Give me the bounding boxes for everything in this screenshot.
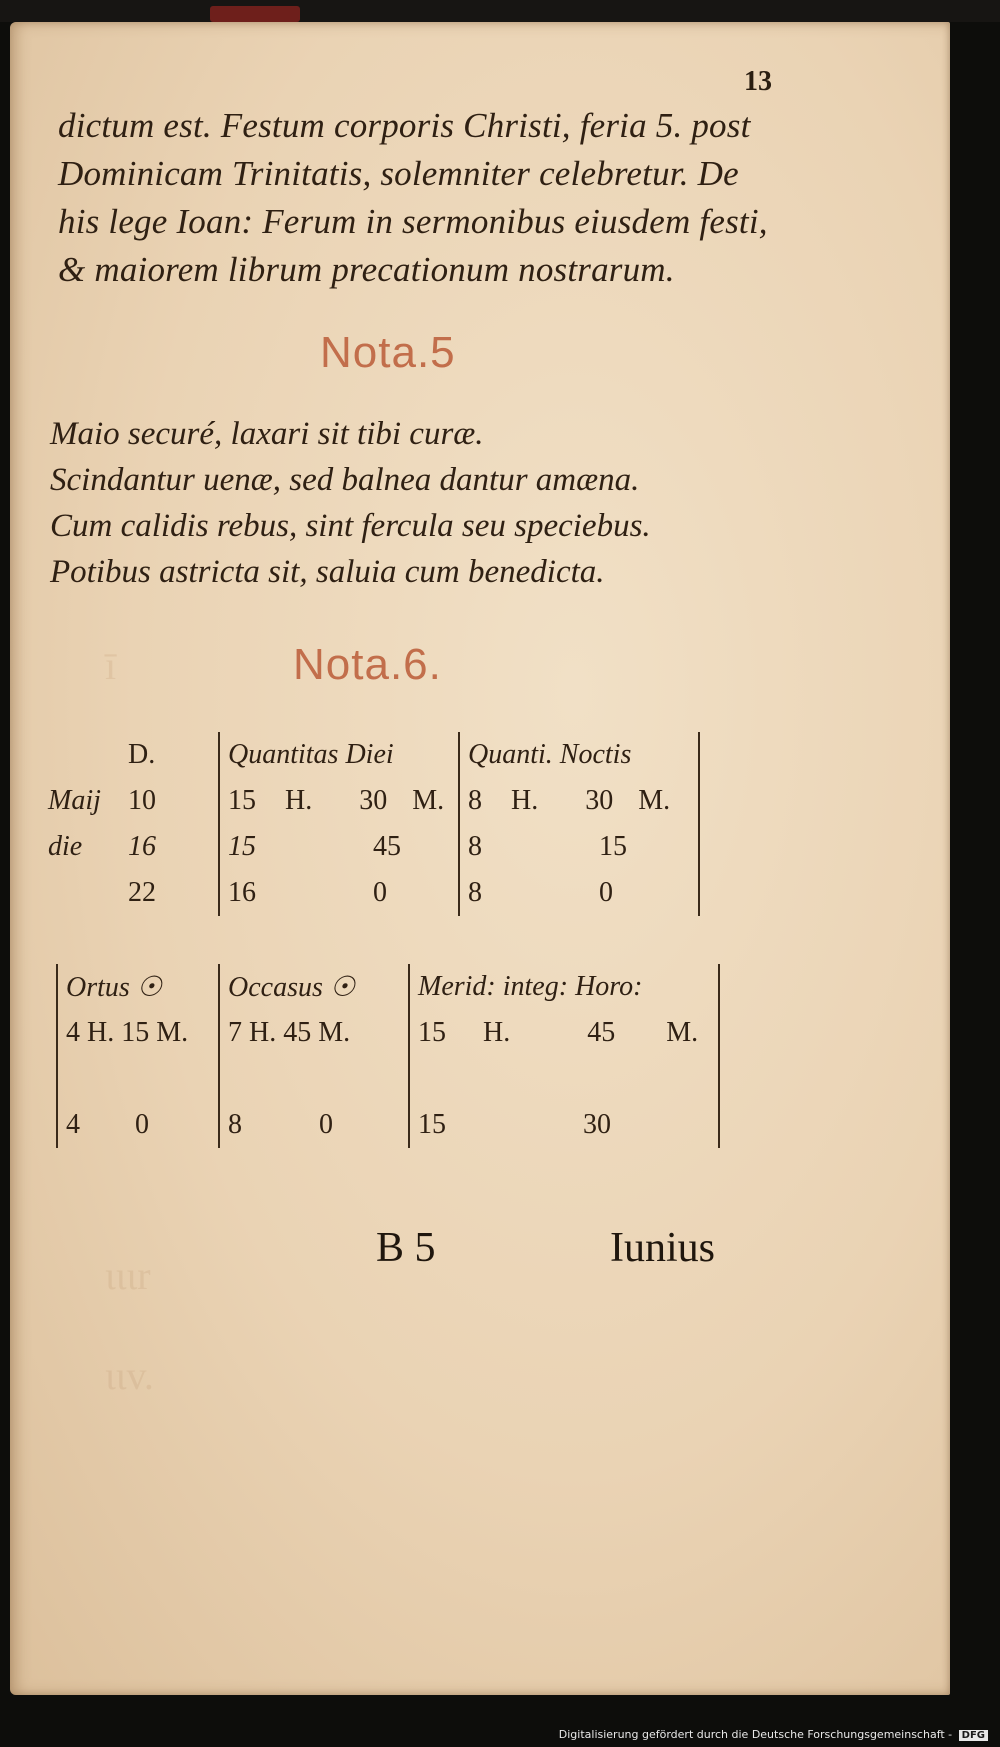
hours-value: 16 bbox=[228, 877, 256, 908]
row-label-die: die bbox=[48, 831, 83, 862]
minutes-value: 45 bbox=[373, 831, 401, 862]
night-length-cell bbox=[459, 824, 699, 870]
sunrise-sunset-table bbox=[56, 964, 720, 1148]
meridian-header: Merid: integ: Horo: bbox=[409, 964, 719, 1010]
occasus-cell bbox=[219, 1102, 409, 1148]
day-length-cell bbox=[219, 824, 459, 870]
occasus-cell: 7 H. 45 M. bbox=[219, 1010, 409, 1056]
hours-value: 15 bbox=[228, 785, 256, 816]
occasus-cell bbox=[219, 1056, 409, 1102]
ortus-header: Ortus ☉ bbox=[57, 964, 219, 1010]
table-row bbox=[48, 778, 699, 824]
hours-value: 15 bbox=[418, 1017, 446, 1048]
ortus-cell bbox=[57, 1102, 219, 1148]
table-row bbox=[57, 1056, 719, 1102]
minutes-value: 30 bbox=[583, 1109, 611, 1140]
hours-unit: H. bbox=[511, 785, 539, 816]
day-length-cell bbox=[219, 870, 459, 916]
book-page bbox=[10, 22, 950, 1695]
night-length-header: Quanti. Noctis bbox=[459, 732, 699, 778]
hours-value: 8 bbox=[468, 831, 482, 862]
digitization-credit bbox=[559, 1728, 988, 1741]
minutes-value: 0 bbox=[599, 877, 613, 908]
signature-mark: B 5 bbox=[376, 1225, 436, 1271]
hours-value: 8 bbox=[468, 785, 482, 816]
hours-value: 8 bbox=[468, 877, 482, 908]
ortus-cell bbox=[57, 1056, 219, 1102]
minutes-unit: M. bbox=[412, 785, 445, 816]
top-band bbox=[0, 0, 1000, 22]
verse-line: Potibus astricta sit, saluia cum benedicta. bbox=[50, 554, 605, 590]
bleed-through: ιιιr bbox=[105, 1253, 151, 1298]
paragraph-line: Dominicam Trinitatis, solemniter celebretur. De bbox=[58, 154, 739, 193]
ortus-cell: 4 H. 15 M. bbox=[57, 1010, 219, 1056]
meridian-cell bbox=[409, 1056, 719, 1102]
day-night-table bbox=[48, 732, 700, 916]
table-row bbox=[57, 1102, 719, 1148]
paragraph-line: & maiorem librum precationum nostrarum. bbox=[58, 250, 675, 289]
table-row bbox=[48, 824, 699, 870]
nota6-heading: Nota.6. bbox=[293, 640, 442, 689]
day-number: 10 bbox=[128, 785, 156, 816]
minutes-value: 15 bbox=[599, 831, 627, 862]
nota5-heading: Nota.5 bbox=[320, 328, 456, 377]
minutes-unit: M. bbox=[666, 1017, 699, 1048]
night-length-cell bbox=[459, 870, 699, 916]
credit-text: Digitalisierung gefördert durch die Deutsche Forschungsgemeinschaft - bbox=[558, 1728, 953, 1741]
day-length-cell bbox=[219, 778, 459, 824]
hours-value: 15 bbox=[418, 1109, 446, 1140]
verse-line: Maio securé, laxari sit tibi curæ. bbox=[50, 416, 484, 452]
paragraph-line: dictum est. Festum corporis Christi, feria 5. post bbox=[58, 106, 751, 145]
day-number: 16 bbox=[128, 831, 156, 862]
meridian-cell bbox=[409, 1102, 719, 1148]
verse-line: Scindantur uenæ, sed balnea dantur amæna. bbox=[50, 462, 640, 498]
minutes-value: 30 bbox=[585, 785, 614, 816]
dfg-logo: DFG bbox=[959, 1730, 988, 1741]
night-length-cell bbox=[459, 778, 699, 824]
minutes-value: 0 bbox=[319, 1109, 333, 1140]
table-header-row bbox=[57, 964, 719, 1010]
day-number: 22 bbox=[128, 877, 156, 908]
hours-value: 4 bbox=[66, 1109, 80, 1140]
page-number: 13 bbox=[744, 66, 772, 97]
verse-line: Cum calidis rebus, sint fercula seu speciebus. bbox=[50, 508, 651, 544]
bleed-through: ī bbox=[105, 643, 117, 688]
occasus-header: Occasus ☉ bbox=[219, 964, 409, 1010]
minutes-value: 45 bbox=[587, 1017, 616, 1048]
bracket-cell bbox=[128, 732, 219, 778]
minutes-unit: M. bbox=[638, 785, 671, 816]
table-row bbox=[48, 870, 699, 916]
row-label-maij: Maij bbox=[48, 785, 101, 816]
hours-unit: H. bbox=[483, 1017, 511, 1048]
hours-unit: H. bbox=[285, 785, 313, 816]
meridian-cell bbox=[409, 1010, 719, 1056]
table-row bbox=[57, 1010, 719, 1056]
hours-value: 8 bbox=[228, 1109, 242, 1140]
minutes-value: 0 bbox=[373, 877, 387, 908]
bleed-through: ιιv. bbox=[105, 1353, 154, 1398]
catchword: Iunius bbox=[610, 1225, 715, 1271]
table-header-row bbox=[48, 732, 699, 778]
day-column-header: D. bbox=[128, 739, 156, 770]
minutes-value: 0 bbox=[135, 1109, 149, 1140]
hours-value: 15 bbox=[228, 831, 256, 862]
paragraph-line: his lege Ioan: Ferum in sermonibus eiusdem festi, bbox=[58, 202, 768, 241]
minutes-value: 30 bbox=[359, 785, 388, 816]
day-length-header: Quantitas Diei bbox=[219, 732, 459, 778]
